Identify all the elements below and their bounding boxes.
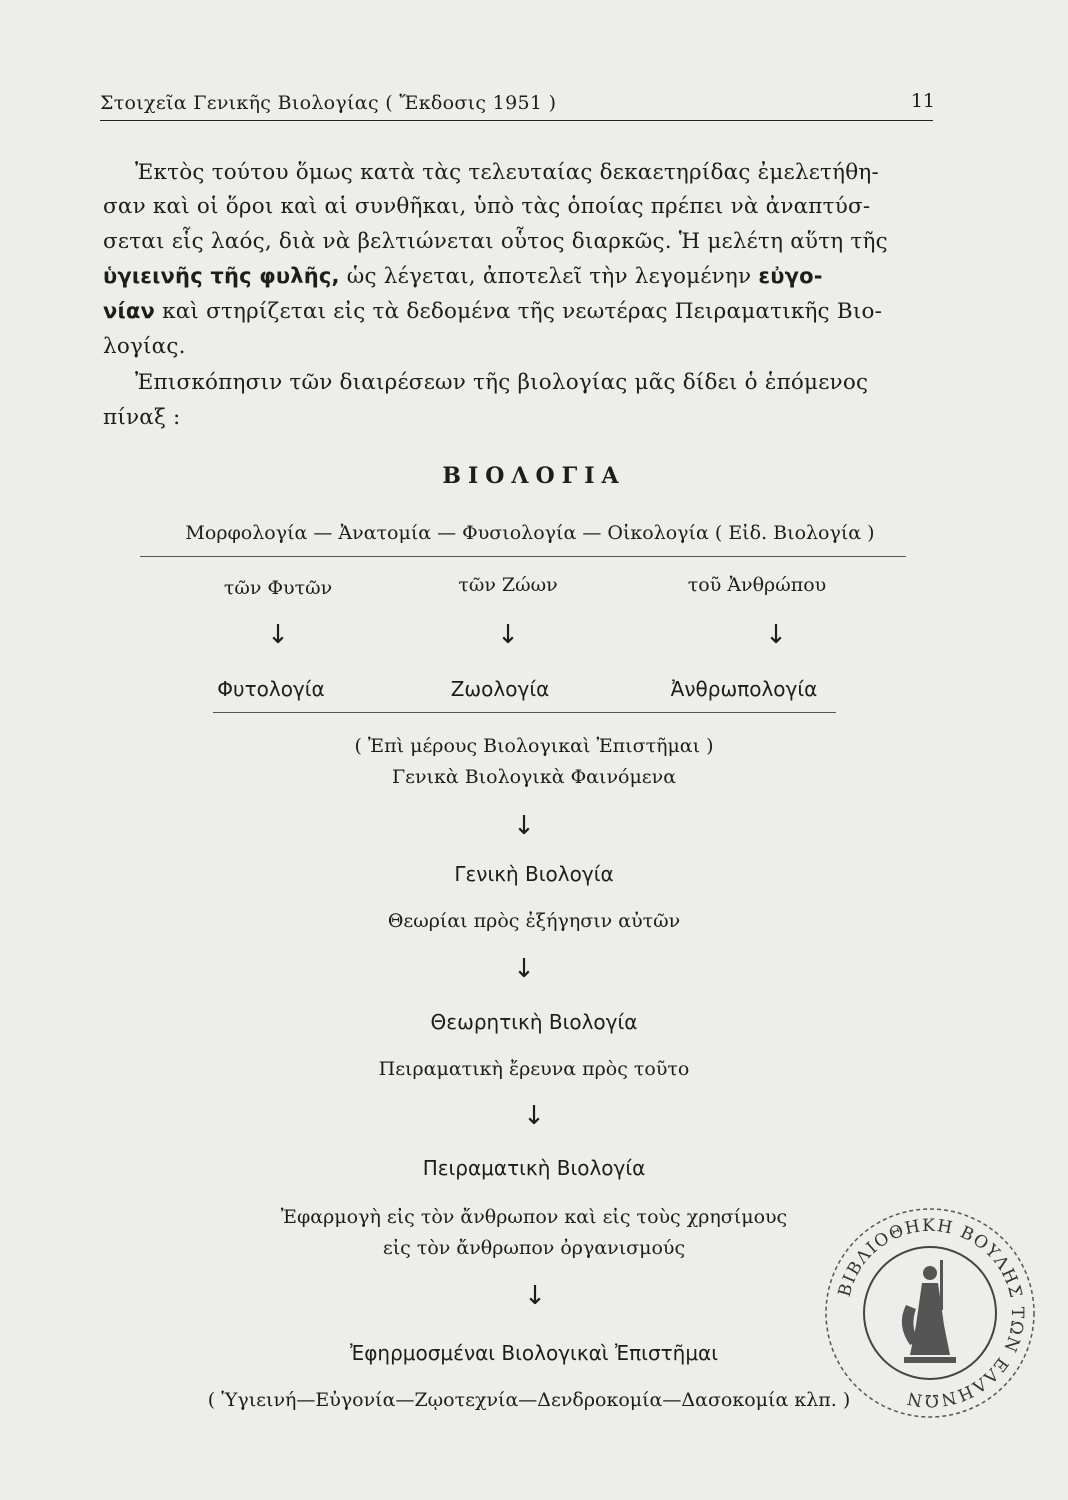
divider-lower [213,712,836,713]
stamp-text: ΒΙΒΛΙΟΘΗΚΗ ΒΟΥΛΗΣ ΤΩΝ ΕΛΛΗΝΩΝ [834,1215,1028,1411]
arrow-down-icon: ↓ [267,620,289,650]
paragraph-2-line-2: πίναξ : [103,405,181,430]
arrow-down-icon: ↓ [513,811,535,841]
page-number: 11 [910,90,935,112]
general-biology-label: Γενικὴ Βιολογία [454,862,614,886]
experimental-biology-label: Πειραματικὴ Βιολογία [422,1156,646,1180]
arrow-down-icon: ↓ [513,954,535,984]
paragraph-1-line-5 [103,299,882,324]
diagram-title: ΒΙΟΛΟΓΙΑ [442,463,626,489]
bold-term-eugenics-end: νίαν [103,299,156,323]
application-line-2: εἰς τὸν ἄνθρωπον ὀργανισμούς [382,1237,686,1259]
arrow-down-icon: ↓ [765,620,787,650]
header-rule [100,120,933,121]
paragraph-1-line-6: λογίας. [103,334,186,359]
arrow-down-icon: ↓ [524,1281,546,1311]
theoretical-biology-label: Θεωρητικὴ Βιολογία [430,1010,638,1034]
application-line-1: Ἐφαρμογὴ εἰς τὸν ἄνθρωπον καὶ εἰς τοὺς χρησίμους [280,1206,788,1228]
applied-sciences-list: ( Ὑγιεινή—Εὐγονία—Ζῳοτεχνία—Δενδροκομία—Δασοκομία κλπ. ) [207,1389,851,1411]
science-zoology: Ζωολογία [450,677,550,701]
paragraph-1-line-5-text: καὶ στηρίζεται εἰς τὰ δεδομένα τῆς νεωτέρας Πειραματικῆς Βιο- [155,299,883,324]
experimental-research-label: Πειραματικὴ ἔρευνα πρὸς τοῦτο [378,1058,690,1080]
paragraph-1-line-1: Ἐκτὸς τούτου ὅμως κατὰ τὰς τελευταίας δεκαετηρίδας ἐμελετήθη- [135,160,879,185]
paragraph-1-line-4 [103,264,823,289]
arrow-down-icon: ↓ [497,620,519,650]
column-head-human: τοῦ Ἀνθρώπου [687,574,827,596]
paragraph-1-line-2: σαν καὶ οἱ ὅροι καὶ αἱ συνθῆκαι, ὑπὸ τὰς ὁποίας πρέπει νὰ ἀναπτύσ- [103,194,871,219]
arrow-down-icon: ↓ [523,1101,545,1131]
stamp-figure-icon [902,1260,956,1363]
partial-sciences-label: ( Ἐπὶ μέρους Βιολογικαὶ Ἐπιστῆμαι ) [354,735,714,757]
column-head-animals: τῶν Ζώων [458,574,558,596]
biology-branches: Μορφολογία — Ἀνατομία — Φυσιολογία — Οἰκολογία ( Εἰδ. Βιολογία ) [185,522,875,544]
bold-term-racial-hygiene: ὑγιεινῆς τῆς φυλῆς, [103,264,340,288]
paragraph-1-line-3: σεται εἷς λαός, διὰ νὰ βελτιώνεται οὗτος διαρκῶς. Ἡ μελέτη αὕτη τῆς [103,229,888,254]
paragraph-1-line-4-text: ὡς λέγεται, ἀποτελεῖ τὴν λεγομένην [339,264,759,289]
applied-sciences-label: Ἐφηρμοσμέναι Βιολογικαὶ Ἐπιστῆμαι [349,1341,719,1365]
theories-label: Θεωρίαι πρὸς ἐξήγησιν αὐτῶν [387,910,681,932]
phenomena-label: Γενικὰ Βιολογικὰ Φαινόμενα [391,766,677,788]
bold-term-eugenics: εὐγο- [758,264,823,288]
science-anthropology: Ἀνθρωπολογία [670,677,818,701]
paragraph-2-line-1: Ἐπισκόπησιν τῶν διαιρέσεων τῆς βιολογίας μᾶς δίδει ὁ ἑπόμενος [135,370,869,395]
running-head: Στοιχεῖα Γενικῆς Βιολογίας ( Ἔκδοσις 1951 ) [100,92,557,114]
library-stamp [822,1205,1038,1421]
science-botany: Φυτολογία [217,677,325,701]
column-head-plants: τῶν Φυτῶν [223,577,333,599]
divider-upper [140,556,906,557]
